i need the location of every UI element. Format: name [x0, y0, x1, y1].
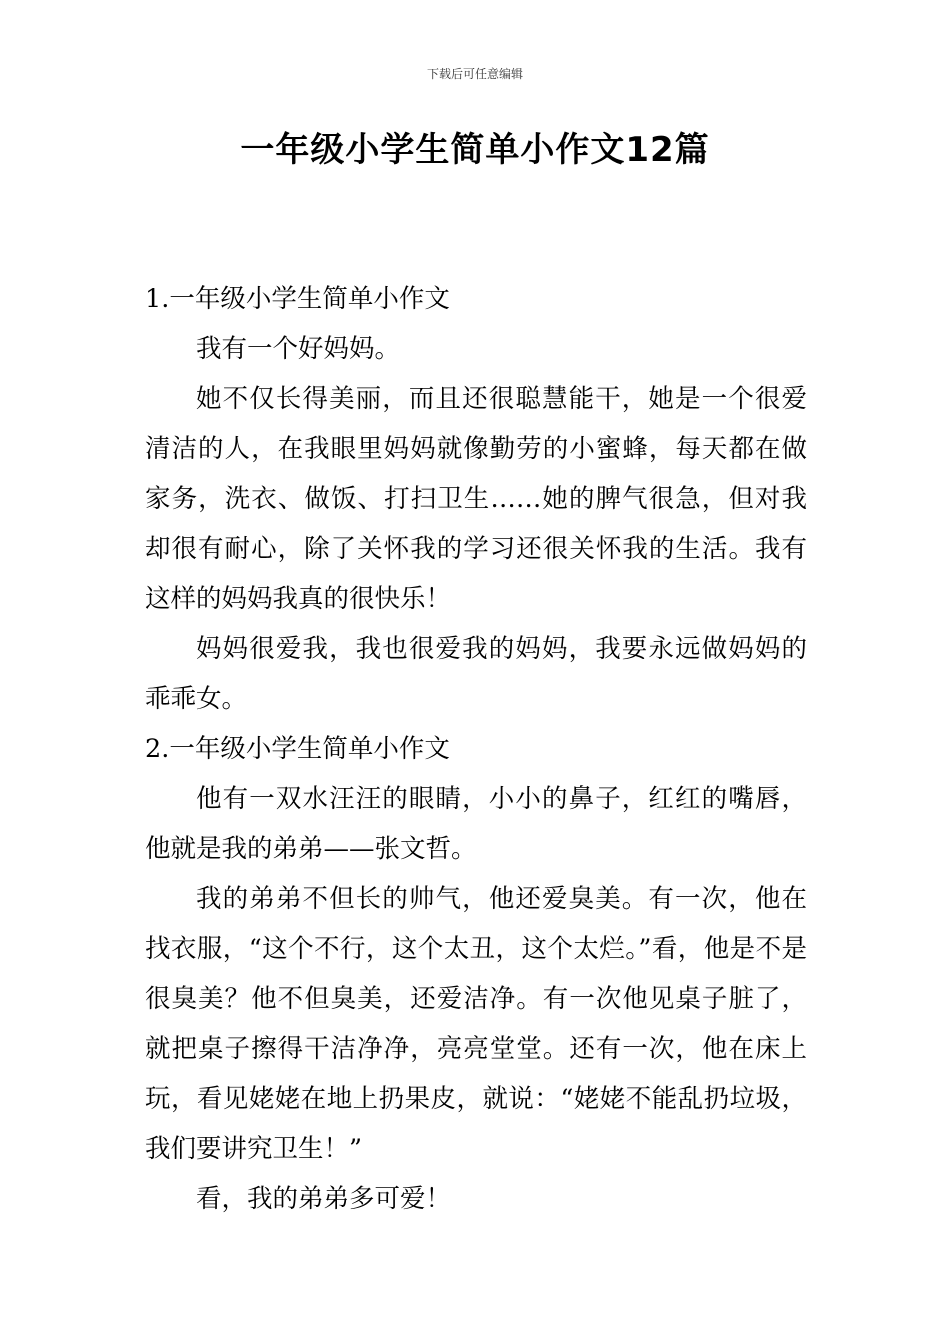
header-note: 下载后可任意编辑	[426, 67, 523, 81]
paragraph: 妈妈很爱我，我也很爱我的妈妈，我要永远做妈妈的乖乖女。	[145, 634, 807, 714]
paragraph: 她不仅长得美丽，而且还很聪慧能干，她是一个很爱清洁的人，在我眼里妈妈就像勤劳的小蜜蜂，每天都在做家务，洗衣、做饭、打扫卫生……她的脾气很急，但对我却很有耐心，除了关怀我的学习还很关怀我的生活。我有这样的妈妈我真的很快乐！	[145, 384, 807, 614]
section-heading: 2.一年级小学生简单小作文	[145, 734, 450, 764]
paragraph: 我的弟弟不但长的帅气，他还爱臭美。有一次，他在找衣服，“这个不行，这个太丑，这个太烂。”看，他是不是很臭美？他不但臭美，还爱洁净。有一次他见桌子脏了，就把桌子擦得干洁净净，亮亮堂堂。还有一次，他在床上玩，看见姥姥在地上扔果皮，就说：“姥姥不能乱扔垃圾，我们要讲究卫生！”	[145, 884, 807, 1164]
paragraph: 我有一个好妈妈。	[196, 334, 401, 364]
paragraph: 看，我的弟弟多可爱！	[196, 1184, 452, 1214]
document-body	[145, 274, 807, 1224]
paragraph: 他有一双水汪汪的眼睛，小小的鼻子，红红的嘴唇，他就是我的弟弟——张文哲。	[145, 784, 807, 864]
section-1	[145, 274, 807, 724]
section-2	[145, 724, 807, 1224]
document-title: 一年级小学生简单小作文12篇	[240, 130, 710, 170]
section-heading: 1.一年级小学生简单小作文	[145, 284, 450, 314]
